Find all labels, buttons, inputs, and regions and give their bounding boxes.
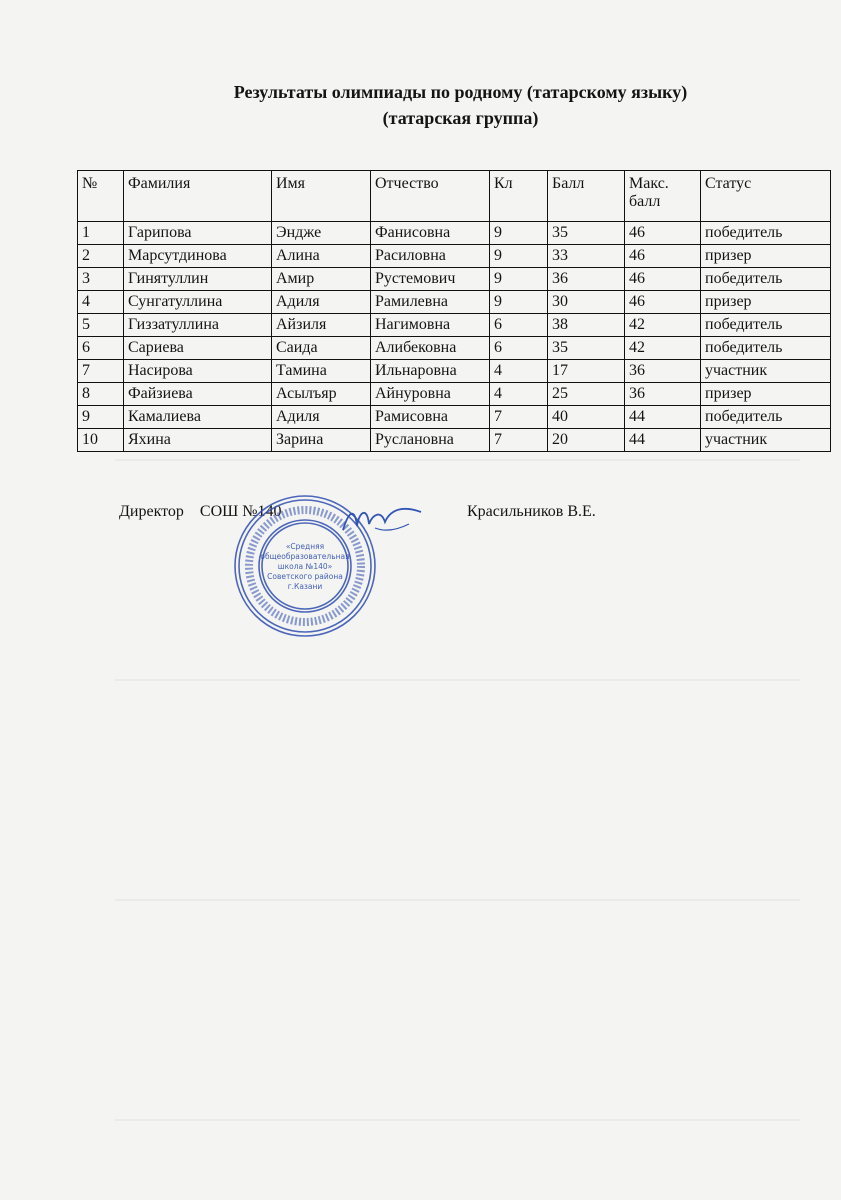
cell-status: участник: [701, 360, 831, 383]
cell-number: 8: [78, 383, 124, 406]
cell-name: Зарина: [272, 429, 371, 452]
cell-status: победитель: [701, 406, 831, 429]
cell-max-score: 44: [625, 429, 701, 452]
stamp-line-2: общеобразовательная: [260, 552, 350, 561]
cell-number: 5: [78, 314, 124, 337]
cell-number: 3: [78, 268, 124, 291]
cell-score: 38: [548, 314, 625, 337]
cell-score: 33: [548, 245, 625, 268]
cell-patronymic: Рустемович: [371, 268, 490, 291]
cell-surname: Камалиева: [124, 406, 272, 429]
header-score: Балл: [548, 171, 625, 222]
stamp-line-1: «Средняя: [285, 542, 325, 551]
cell-max-score: 36: [625, 360, 701, 383]
cell-patronymic: Фанисовна: [371, 222, 490, 245]
cell-max-score: 44: [625, 406, 701, 429]
cell-name: Амир: [272, 268, 371, 291]
cell-name: Адиля: [272, 406, 371, 429]
table-row: [78, 337, 831, 360]
cell-score: 20: [548, 429, 625, 452]
cell-max-score: 46: [625, 291, 701, 314]
cell-status: призер: [701, 245, 831, 268]
cell-patronymic: Рамисовна: [371, 406, 490, 429]
cell-grade: 6: [490, 337, 548, 360]
director-title: Директор СОШ №140: [119, 503, 282, 520]
header-surname: Фамилия: [124, 171, 272, 222]
cell-max-score: 46: [625, 245, 701, 268]
cell-max-score: 42: [625, 314, 701, 337]
cell-score: 36: [548, 268, 625, 291]
table-row: [78, 245, 831, 268]
stamp-line-3: школа №140»: [277, 562, 333, 571]
cell-name: Адиля: [272, 291, 371, 314]
cell-name: Асылъяр: [272, 383, 371, 406]
cell-number: 2: [78, 245, 124, 268]
document-title: Результаты олимпиады по родному (татарскому языку): [233, 82, 688, 102]
document-subtitle: (татарская группа): [382, 108, 539, 128]
header-number: №: [78, 171, 124, 222]
cell-grade: 4: [490, 360, 548, 383]
header-patronymic: Отчество: [371, 171, 490, 222]
cell-patronymic: Рамилевна: [371, 291, 490, 314]
cell-status: призер: [701, 291, 831, 314]
cell-score: 30: [548, 291, 625, 314]
cell-status: призер: [701, 383, 831, 406]
school-stamp: [232, 493, 378, 639]
cell-patronymic: Алибековна: [371, 337, 490, 360]
cell-max-score: 46: [625, 222, 701, 245]
cell-patronymic: Расиловна: [371, 245, 490, 268]
cell-grade: 7: [490, 406, 548, 429]
cell-name: Тамина: [272, 360, 371, 383]
results-table: [77, 170, 831, 452]
cell-grade: 6: [490, 314, 548, 337]
cell-grade: 9: [490, 268, 548, 291]
cell-number: 1: [78, 222, 124, 245]
cell-surname: Сариева: [124, 337, 272, 360]
cell-status: победитель: [701, 314, 831, 337]
cell-grade: 4: [490, 383, 548, 406]
cell-score: 25: [548, 383, 625, 406]
cell-grade: 9: [490, 222, 548, 245]
header-status: Статус: [701, 171, 831, 222]
cell-patronymic: Нагимовна: [371, 314, 490, 337]
cell-name: Айзиля: [272, 314, 371, 337]
cell-surname: Файзиева: [124, 383, 272, 406]
cell-number: 7: [78, 360, 124, 383]
cell-patronymic: Руслановна: [371, 429, 490, 452]
cell-surname: Гиззатуллина: [124, 314, 272, 337]
cell-score: 17: [548, 360, 625, 383]
cell-grade: 9: [490, 245, 548, 268]
header-max-score: Макс. балл: [625, 171, 701, 222]
cell-grade: 9: [490, 291, 548, 314]
cell-score: 40: [548, 406, 625, 429]
cell-number: 9: [78, 406, 124, 429]
cell-status: победитель: [701, 337, 831, 360]
cell-status: участник: [701, 429, 831, 452]
cell-surname: Сунгатуллина: [124, 291, 272, 314]
cell-status: победитель: [701, 222, 831, 245]
cell-number: 10: [78, 429, 124, 452]
table-row: [78, 291, 831, 314]
cell-max-score: 36: [625, 383, 701, 406]
cell-surname: Яхина: [124, 429, 272, 452]
cell-patronymic: Ильнаровна: [371, 360, 490, 383]
table-row: [78, 406, 831, 429]
cell-surname: Гинятуллин: [124, 268, 272, 291]
table-row: [78, 429, 831, 452]
cell-number: 6: [78, 337, 124, 360]
table-row: [78, 222, 831, 245]
cell-grade: 7: [490, 429, 548, 452]
cell-surname: Марсутдинова: [124, 245, 272, 268]
header-name: Имя: [272, 171, 371, 222]
cell-name: Эндже: [272, 222, 371, 245]
cell-surname: Гарипова: [124, 222, 272, 245]
cell-score: 35: [548, 337, 625, 360]
cell-name: Саида: [272, 337, 371, 360]
cell-number: 4: [78, 291, 124, 314]
table-row: [78, 268, 831, 291]
cell-patronymic: Айнуровна: [371, 383, 490, 406]
stamp-line-5: г.Казани: [287, 582, 323, 591]
cell-max-score: 46: [625, 268, 701, 291]
cell-surname: Насирова: [124, 360, 272, 383]
stamp-line-4: Советского района: [267, 572, 343, 581]
table-row: [78, 314, 831, 337]
header-grade: Кл: [490, 171, 548, 222]
cell-max-score: 42: [625, 337, 701, 360]
cell-score: 35: [548, 222, 625, 245]
director-name: Красильников В.Е.: [467, 503, 596, 520]
cell-status: победитель: [701, 268, 831, 291]
cell-name: Алина: [272, 245, 371, 268]
table-row: [78, 360, 831, 383]
table-header-row: [78, 171, 831, 222]
table-row: [78, 383, 831, 406]
